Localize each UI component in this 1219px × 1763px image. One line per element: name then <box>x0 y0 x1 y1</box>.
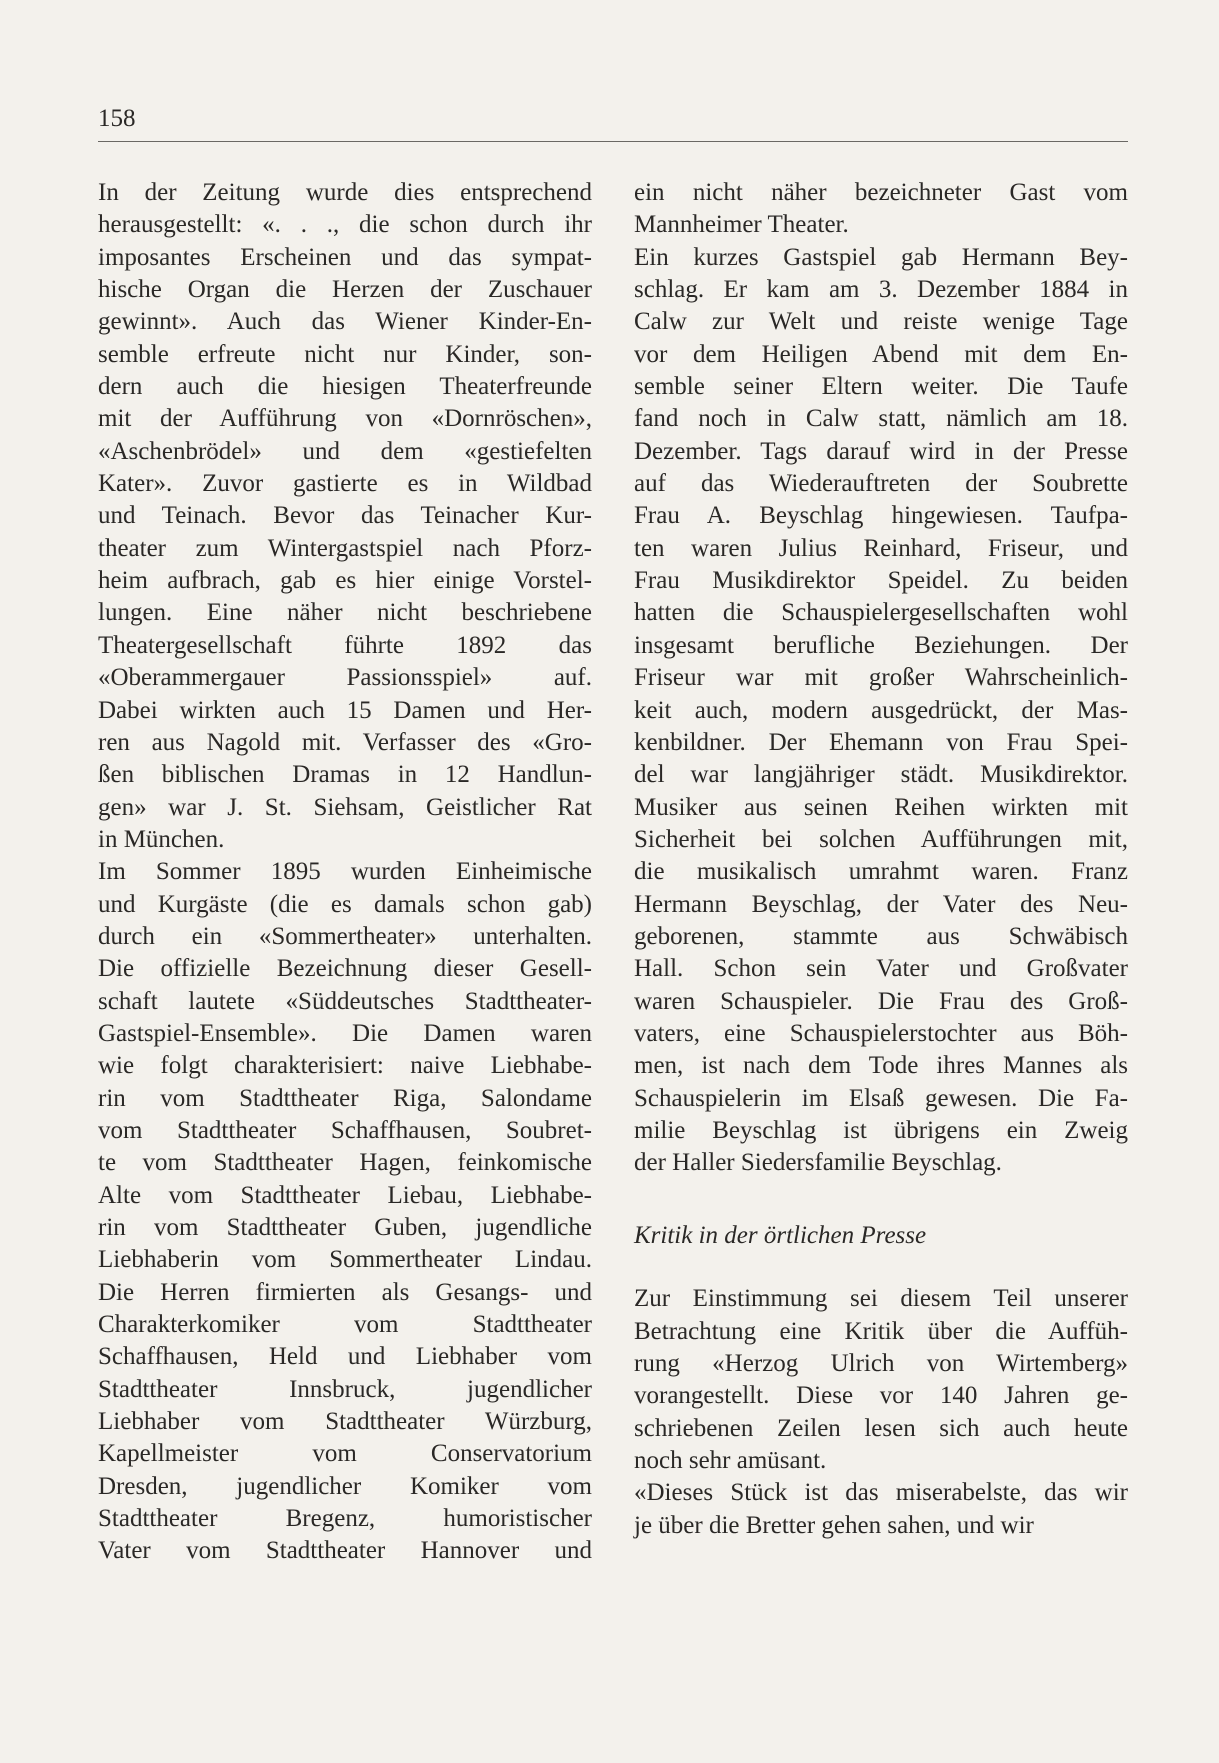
text-line: insgesamt berufliche Beziehungen. Der <box>634 631 1128 659</box>
text-line: «Aschenbrödel» und dem «gestiefelten <box>98 437 592 465</box>
text-line: milie Beyschlag ist übrigens ein Zweig <box>634 1116 1128 1144</box>
text-line: Schaffhausen, Held und Liebhaber vom <box>98 1343 592 1371</box>
text-line: ren aus Nagold mit. Verfasser des «Gro- <box>98 728 592 756</box>
text-line: Gastspiel-Ensemble». Die Damen waren <box>98 1019 592 1047</box>
text-line: Hermann Beyschlag, der Vater des Neu- <box>634 890 1128 918</box>
text-line: Dabei wirkten auch 15 Damen und Her- <box>98 696 592 724</box>
text-line: vor dem Heiligen Abend mit dem En- <box>634 340 1128 368</box>
text-line: imposantes Erscheinen und das sympat- <box>98 243 592 271</box>
text-line: mit der Aufführung von «Dornröschen», <box>98 405 592 433</box>
text-line: je über die Bretter gehen sahen, und wir <box>634 1511 1034 1539</box>
text-line: und Kurgäste (die es damals schon gab) <box>98 890 592 918</box>
text-line: theater zum Wintergastspiel nach Pforz- <box>98 534 592 562</box>
header-rule <box>98 141 1128 142</box>
text-line: ein nicht näher bezeichneter Gast vom <box>634 179 1128 206</box>
text-line: semble seiner Eltern weiter. Die Taufe <box>634 373 1128 401</box>
text-line: «Oberammergauer Passionsspiel» auf. <box>98 664 592 692</box>
text-line: rin vom Stadttheater Riga, Salondame <box>98 1084 592 1112</box>
text-line: vom Stadttheater Schaffhausen, Soubret- <box>98 1116 592 1144</box>
text-line: men, ist nach dem Tode ihres Mannes als <box>634 1052 1128 1080</box>
text-line: Schauspielerin im Elsaß gewesen. Die Fa- <box>634 1084 1128 1112</box>
text-line: Mannheimer Theater. <box>634 211 849 239</box>
spacer <box>634 1180 1128 1212</box>
text-line: herausgestellt: «. . ., die schon durch ihr <box>98 211 592 239</box>
text-line: hische Organ die Herzen der Zuschauer <box>98 276 592 304</box>
text-line: Dezember. Tags darauf wird in der Presse <box>634 437 1128 465</box>
text-line: noch sehr amüsant. <box>634 1447 827 1475</box>
text-line: te vom Stadttheater Hagen, feinkomische <box>98 1149 592 1177</box>
text-line: hatten die Schauspielergesellschaften wohl <box>634 599 1128 627</box>
text-line: ßen biblischen Dramas in 12 Handlun- <box>98 761 592 789</box>
text-line: wie folgt charakterisiert: naive Liebhabe- <box>98 1052 592 1080</box>
text-line: Musiker aus seinen Reihen wirkten mit <box>634 793 1128 821</box>
text-line: Stadttheater Innsbruck, jugendlicher <box>98 1375 592 1403</box>
page-number: 158 <box>98 105 136 132</box>
left-column <box>98 177 592 1568</box>
text-line: kenbildner. Der Ehemann von Frau Spei- <box>634 728 1128 756</box>
text-line: «Dieses Stück ist das miserabelste, das wir <box>634 1479 1128 1507</box>
text-line: schlag. Er kam am 3. Dezember 1884 in <box>634 276 1128 304</box>
text-line: Betrachtung eine Kritik über die Auffüh- <box>634 1317 1128 1345</box>
text-line: rung «Herzog Ulrich von Wirtemberg» <box>634 1350 1128 1378</box>
text-line: Hall. Schon sein Vater und Großvater <box>634 955 1128 983</box>
text-line: vorangestellt. Diese vor 140 Jahren ge- <box>634 1382 1128 1410</box>
text-line: Frau Musikdirektor Speidel. Zu beiden <box>634 567 1128 595</box>
text-line: und Teinach. Bevor das Teinacher Kur- <box>98 502 592 530</box>
text-line: Die offizielle Bezeichnung dieser Gesell- <box>98 955 592 983</box>
text-line: Kater». Zuvor gastierte es in Wildbad <box>98 470 592 498</box>
text-line: dern auch die hiesigen Theaterfreunde <box>98 373 592 401</box>
text-line: durch ein «Sommertheater» unterhalten. <box>98 922 592 950</box>
text-line: rin vom Stadttheater Guben, jugendliche <box>98 1214 592 1241</box>
text-line: keit auch, modern ausgedrückt, der Mas- <box>634 696 1128 724</box>
text-line: Zur Einstimmung sei diesem Teil unserer <box>634 1285 1128 1313</box>
text-line: gewinnt». Auch das Wiener Kinder-En- <box>98 308 592 336</box>
text-line: heim aufbrach, gab es hier einige Vorstel- <box>98 567 592 595</box>
text-line: der Haller Siedersfamilie Beyschlag. <box>634 1149 1002 1177</box>
right-column <box>634 177 1128 1542</box>
text-line: gen» war J. St. Siehsam, Geistlicher Rat <box>98 793 592 821</box>
text-line: Dresden, jugendlicher Komiker vom <box>98 1472 592 1500</box>
text-line: Im Sommer 1895 wurden Einheimische <box>98 858 592 886</box>
spacer <box>634 1212 1128 1220</box>
text-line: del war langjähriger städt. Musikdirektor. <box>634 761 1128 789</box>
text-line: Theatergesellschaft führte 1892 das <box>98 631 592 659</box>
text-line: geborenen, stammte aus Schwäbisch <box>634 922 1128 950</box>
text-line: Die Herren firmierten als Gesangs- und <box>98 1278 592 1306</box>
text-line: Liebhaber vom Stadttheater Würzburg, <box>98 1408 592 1436</box>
text-line: waren Schauspieler. Die Frau des Groß- <box>634 987 1128 1015</box>
text-line: Vater vom Stadttheater Hannover und <box>98 1537 592 1565</box>
text-line: schriebenen Zeilen lesen sich auch heute <box>634 1414 1128 1442</box>
text-line: schaft lautete «Süddeutsches Stadttheater- <box>98 987 592 1015</box>
text-line: lungen. Eine näher nicht beschriebene <box>98 599 592 627</box>
text-line: Ein kurzes Gastspiel gab Hermann Bey- <box>634 243 1128 271</box>
text-line: semble erfreute nicht nur Kinder, son- <box>98 340 592 368</box>
text-line: Liebhaberin vom Sommertheater Lindau. <box>98 1246 592 1274</box>
text-line: Charakterkomiker vom Stadttheater <box>98 1311 592 1339</box>
text-line: vaters, eine Schauspielerstochter aus Böh- <box>634 1019 1128 1047</box>
text-line: Sicherheit bei solchen Aufführungen mit, <box>634 825 1128 853</box>
text-line: Kapellmeister vom Conservatorium <box>98 1440 592 1468</box>
text-line: die musikalisch umrahmt waren. Franz <box>634 858 1128 886</box>
section-heading: Kritik in der örtlichen Presse <box>634 1222 927 1249</box>
text-line: auf das Wiederauftreten der Soubrette <box>634 470 1128 498</box>
text-line: ten waren Julius Reinhard, Friseur, und <box>634 534 1128 562</box>
text-line: Frau A. Beyschlag hingewiesen. Taufpa- <box>634 502 1128 530</box>
spacer <box>634 1252 1128 1283</box>
text-line: Alte vom Stadttheater Liebau, Liebhabe- <box>98 1181 592 1209</box>
text-line: In der Zeitung wurde dies entsprechend <box>98 179 592 206</box>
text-line: in München. <box>98 825 225 853</box>
text-line: Stadttheater Bregenz, humoristischer <box>98 1505 592 1533</box>
text-line: Calw zur Welt und reiste wenige Tage <box>634 308 1128 336</box>
text-line: Friseur war mit großer Wahrscheinlich- <box>634 664 1128 692</box>
text-line: fand noch in Calw statt, nämlich am 18. <box>634 405 1128 433</box>
